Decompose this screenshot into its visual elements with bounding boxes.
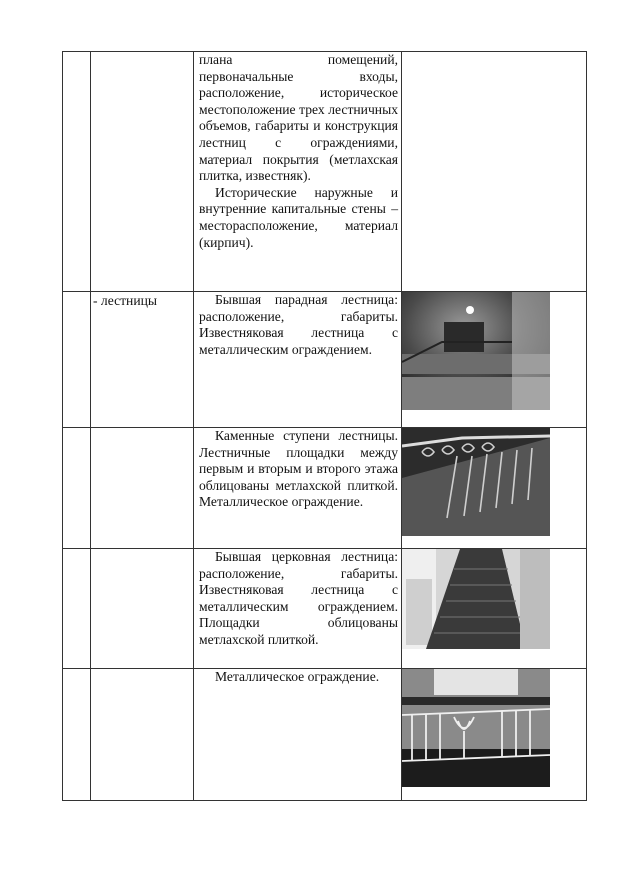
- description-cell: [194, 52, 402, 292]
- description-text: Исторические наружные и внутренние капитальные стены – месторасположение, материал (кирпич).: [199, 184, 398, 250]
- description-text: плана помещений, первоначальные входы, расположение, историческое местоположение трех лестничных объемов, габариты и конструкция лестниц с ограждениями, материал покрытия (метлахская плитка, известняк).: [199, 52, 398, 184]
- number-cell: [63, 669, 91, 801]
- number-cell: [63, 52, 91, 292]
- photo-cell: [402, 292, 587, 428]
- description-text: Каменные ступени лестницы. Лестничные площадки между первым и вторым и второго этажа облицованы метлахской плиткой. Металлическое ограждение.: [199, 428, 398, 510]
- element-label: - лестницы: [93, 293, 158, 308]
- element-label: [91, 549, 193, 550]
- element-label: [91, 428, 193, 429]
- description-text: Бывшая церковная лестница: расположение, габариты. Известняковая лестница с металлическим ограждением. Площадки облицованы метлахской плиткой.: [199, 549, 398, 647]
- description-cell: [194, 292, 402, 428]
- photo-cell: [402, 549, 587, 669]
- table-row: [63, 428, 587, 549]
- table-row: [63, 549, 587, 669]
- staircase-photo: [402, 292, 550, 410]
- element-cell: [91, 549, 194, 669]
- description-cell: [194, 428, 402, 549]
- element-cell: [91, 52, 194, 292]
- photo-cell: [402, 52, 587, 292]
- table-row: [63, 669, 587, 801]
- heritage-elements-table: [62, 51, 587, 801]
- number-cell: [63, 549, 91, 669]
- number-cell: [63, 428, 91, 549]
- description-cell: [194, 549, 402, 669]
- number-cell: [63, 292, 91, 428]
- photo-cell: [402, 669, 587, 801]
- element-cell: [91, 292, 194, 428]
- staircase-photo: [402, 549, 550, 649]
- element-cell: [91, 428, 194, 549]
- element-label: [91, 52, 193, 53]
- element-cell: [91, 669, 194, 801]
- description-text: Металлическое ограждение.: [215, 669, 380, 684]
- element-label: [91, 669, 193, 670]
- photo-cell: [402, 428, 587, 549]
- railing-photo: [402, 669, 550, 787]
- railing-photo: [402, 428, 550, 536]
- description-text: Бывшая парадная лестница: расположение, габариты. Известняковая лестница с металлическим ограждением.: [199, 292, 398, 357]
- table-row: [63, 292, 587, 428]
- description-cell: [194, 669, 402, 801]
- table-row: [63, 52, 587, 292]
